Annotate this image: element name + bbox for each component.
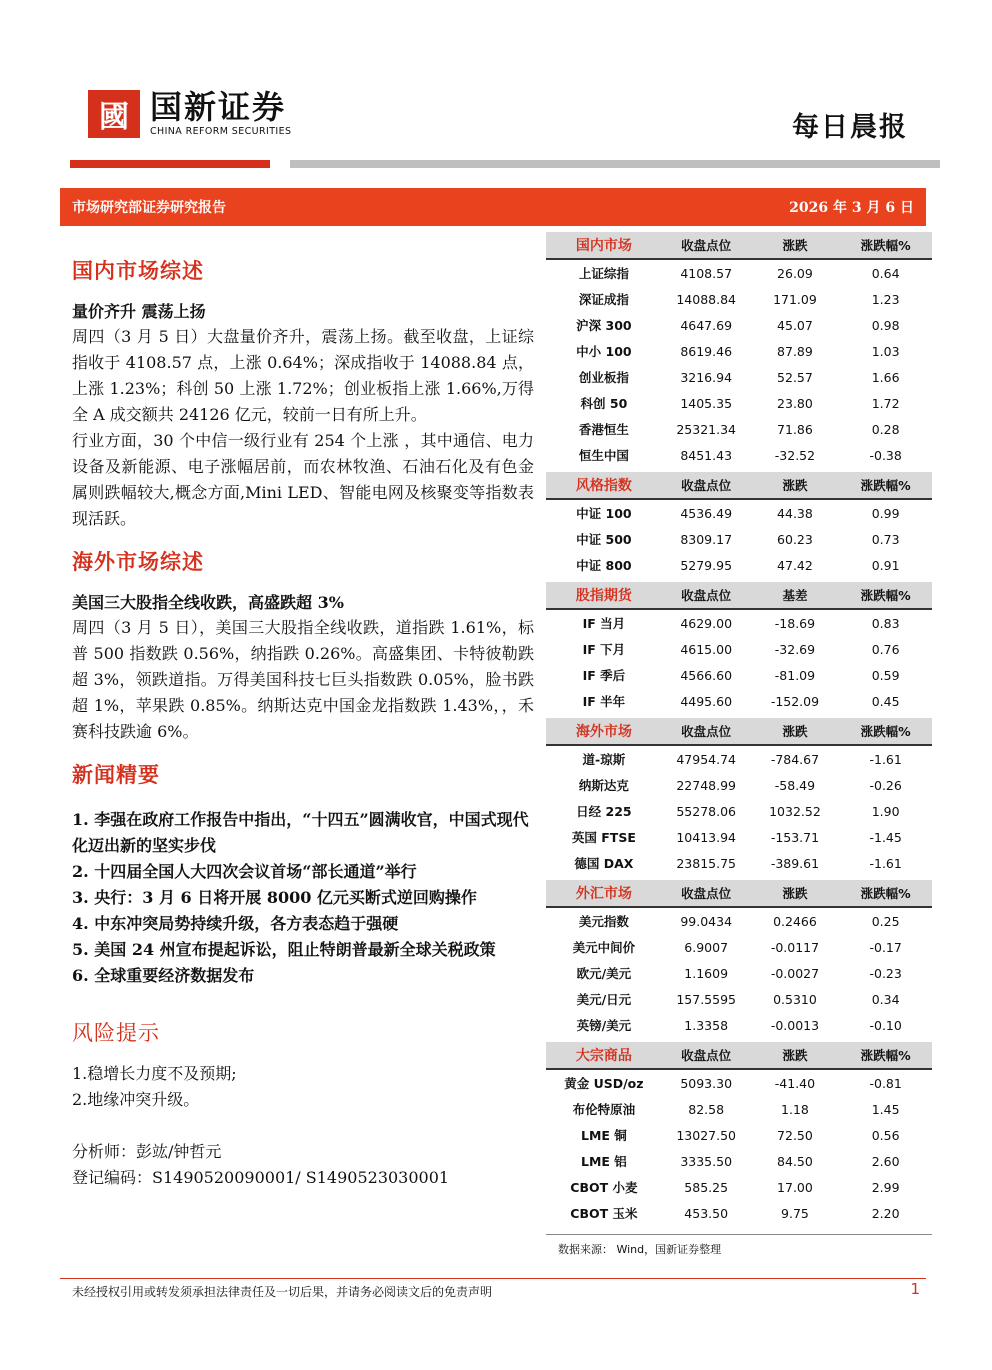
table-cell: 2.60 — [871, 1153, 900, 1169]
table-row — [546, 286, 932, 312]
index-name: 道-琼斯 — [582, 752, 626, 767]
table-cell: -0.0027 — [770, 965, 820, 981]
table-cell: 585.25 — [684, 1179, 729, 1195]
risk-item: 2.地缘冲突升级。 — [72, 1090, 200, 1109]
table-cell: 0.25 — [871, 913, 900, 929]
table-header-row — [546, 472, 932, 499]
table-cell: 8619.46 — [680, 343, 733, 359]
table-cell: 47954.74 — [676, 751, 736, 767]
index-name: IF 下月 — [582, 642, 626, 657]
table-cell: 171.09 — [773, 291, 817, 307]
table-cell: -1.61 — [869, 855, 902, 871]
table-cell: 9.75 — [781, 1205, 809, 1221]
table-row — [546, 1122, 932, 1148]
column-header: 收盘点位 — [662, 1042, 751, 1069]
index-name: IF 半年 — [582, 694, 626, 709]
table-row — [546, 312, 932, 338]
left-column — [72, 255, 534, 1191]
risk-item: 1.稳增长力度不及预期; — [72, 1064, 237, 1083]
table-cell: 10413.94 — [676, 829, 736, 845]
company-name-en: CHINA REFORM SECURITIES — [150, 126, 292, 137]
news-item: 2. 十四届全国人大四次会议首场“部长通道”举行 — [72, 862, 417, 881]
analyst-codes: 登记编码：S1490520090001/ S1490523030001 — [72, 1168, 450, 1187]
table-cell: 1.23 — [871, 291, 900, 307]
table-cell: 44.38 — [777, 505, 813, 521]
table-cell: 0.2466 — [773, 913, 817, 929]
table-row — [546, 986, 932, 1012]
table-cell: -0.23 — [869, 965, 902, 981]
table-row — [546, 1069, 932, 1096]
table-cell: 0.99 — [871, 505, 900, 521]
table-cell: 0.34 — [871, 991, 900, 1007]
column-header: 收盘点位 — [662, 582, 751, 609]
index-name: 深证成指 — [578, 292, 629, 307]
table-row — [546, 1200, 932, 1226]
index-name: 中小 100 — [576, 344, 632, 359]
table-cell: 1.72 — [871, 395, 900, 411]
table-cell: 0.5310 — [773, 991, 817, 1007]
table-row — [546, 934, 932, 960]
table-row — [546, 1096, 932, 1122]
index-name: 日经 225 — [576, 804, 632, 819]
index-name: 创业板指 — [578, 370, 629, 385]
table-cell: 8309.17 — [680, 531, 733, 547]
column-header: 涨跌 — [751, 880, 840, 907]
table-cell: -1.45 — [869, 829, 902, 845]
table-cell: -18.69 — [774, 615, 816, 631]
domestic-subtitle: 量价齐升 震荡上扬 — [72, 302, 206, 321]
table-category: 海外市场 — [546, 718, 662, 745]
column-header: 涨跌幅% — [839, 1042, 932, 1069]
index-name: CBOT 小麦 — [570, 1180, 638, 1195]
table-cell: -58.49 — [774, 777, 816, 793]
table-row — [546, 499, 932, 526]
index-name: 欧元/美元 — [576, 966, 632, 981]
table-cell: 4566.60 — [680, 667, 733, 683]
index-name: 美元指数 — [578, 914, 629, 929]
domestic-para-2: 行业方面，30 个中信一级行业有 254 个上涨 ，其中通信、电力设备及新能源、电子涨幅居前，而农林牧渔、石油石化及有色金属则跌幅较大,概念方面,Mini LED、智能电网及核聚变等指数表现活跃。 — [72, 431, 534, 528]
table-cell: 82.58 — [688, 1101, 725, 1117]
table-cell: 1.90 — [871, 803, 900, 819]
table-cell: 87.89 — [777, 343, 813, 359]
table-row — [546, 259, 932, 286]
index-name: 中证 100 — [576, 506, 632, 521]
table-cell: 55278.06 — [676, 803, 736, 819]
page-number: 1 — [910, 1280, 920, 1298]
table-row — [546, 1174, 932, 1200]
market-data-panel — [546, 232, 932, 1257]
table-cell: 3216.94 — [680, 369, 733, 385]
overseas-subtitle: 美国三大股指全线收跌，高盛跌超 3% — [72, 593, 344, 612]
table-cell: -784.67 — [770, 751, 820, 767]
news-item: 1. 李强在政府工作报告中指出，“十四五”圆满收官，中国式现代化迈出新的坚实步伐 — [72, 810, 529, 855]
column-header: 涨跌 — [751, 718, 840, 745]
index-name: LME 铝 — [581, 1154, 627, 1169]
table-cell: 26.09 — [777, 265, 813, 281]
table-cell: 0.73 — [871, 531, 900, 547]
table-row — [546, 960, 932, 986]
report-date: 2026 年 3 月 6 日 — [789, 200, 914, 216]
column-header: 收盘点位 — [662, 472, 751, 499]
table-row — [546, 662, 932, 688]
table-cell: 0.64 — [871, 265, 900, 281]
table-row — [546, 552, 932, 578]
column-header: 涨跌幅% — [839, 232, 932, 259]
table-cell: 6.9007 — [684, 939, 729, 955]
table-cell: 0.59 — [871, 667, 900, 683]
table-header-row — [546, 880, 932, 907]
column-header: 涨跌幅% — [839, 718, 932, 745]
index-name: CBOT 玉米 — [570, 1206, 638, 1221]
table-category: 外汇市场 — [546, 880, 662, 907]
column-header: 收盘点位 — [662, 880, 751, 907]
table-cell: 1.45 — [871, 1101, 900, 1117]
table-cell: 0.45 — [871, 693, 900, 709]
table-cell: 47.42 — [777, 557, 813, 573]
table-cell: 23.80 — [777, 395, 813, 411]
table-cell: 22748.99 — [676, 777, 736, 793]
table-category: 国内市场 — [546, 232, 662, 259]
table-cell: 4647.69 — [680, 317, 733, 333]
table-row — [546, 824, 932, 850]
index-name: 英国 FTSE — [571, 830, 636, 845]
report-header-band — [60, 188, 926, 226]
table-row — [546, 688, 932, 714]
market-table — [546, 232, 932, 1226]
index-name: 美元/日元 — [576, 992, 632, 1007]
table-header-row — [546, 718, 932, 745]
index-name: 科创 50 — [580, 396, 628, 411]
table-cell: 4615.00 — [680, 641, 733, 657]
table-cell: 84.50 — [777, 1153, 813, 1169]
table-row — [546, 798, 932, 824]
index-name: 纳斯达克 — [578, 778, 629, 793]
table-row — [546, 772, 932, 798]
table-header-row — [546, 582, 932, 609]
table-cell: 71.86 — [777, 421, 813, 437]
index-name: 香港恒生 — [578, 422, 629, 437]
brand — [150, 88, 291, 137]
data-source: 数据来源： Wind，国新证券整理 — [546, 1234, 932, 1257]
table-cell: 1.3358 — [684, 1017, 729, 1033]
table-cell: 1.03 — [871, 343, 900, 359]
column-header: 基差 — [751, 582, 840, 609]
table-row — [546, 338, 932, 364]
overseas-para: 周四（3 月 5 日），美国三大股指全线收跌，道指跌 1.61%，标普 500 指数跌 0.56%，纳指跌 0.26%。高盛集团、卡特彼勒跌超 3%，领跌道指。万得美国科技七巨头指数跌 0.05%，脸书跌超 1%，苹果跌 0.85%。纳斯达克中国金龙指数跌 1.43%，，禾赛科技跌逾 6%。 — [72, 618, 534, 741]
column-header: 涨跌 — [751, 232, 840, 259]
company-logo: 國 — [88, 90, 140, 138]
table-cell: 4495.60 — [680, 693, 733, 709]
table-category: 风格指数 — [546, 472, 662, 499]
index-name: LME 铜 — [581, 1128, 627, 1143]
table-cell: 0.83 — [871, 615, 900, 631]
table-cell: 5279.95 — [680, 557, 733, 573]
table-cell: 1.18 — [781, 1101, 809, 1117]
table-cell: 0.56 — [871, 1127, 900, 1143]
table-cell: -389.61 — [770, 855, 820, 871]
table-row — [546, 1012, 932, 1038]
table-row — [546, 609, 932, 636]
news-title: 新闻精要 — [72, 762, 160, 787]
column-header: 涨跌幅% — [839, 472, 932, 499]
index-name: 中证 800 — [576, 558, 632, 573]
table-cell: 453.50 — [684, 1205, 729, 1221]
table-cell: -0.0013 — [770, 1017, 820, 1033]
column-header: 涨跌 — [751, 1042, 840, 1069]
news-list — [72, 807, 534, 989]
index-name: 中证 500 — [576, 532, 632, 547]
table-cell: -81.09 — [774, 667, 816, 683]
news-item: 4. 中东冲突局势持续升级，各方表态趋于强硬 — [72, 914, 399, 933]
table-cell: 2.99 — [871, 1179, 900, 1195]
table-cell: 17.00 — [777, 1179, 813, 1195]
overseas-title: 海外市场综述 — [72, 549, 204, 574]
table-cell: -153.71 — [770, 829, 820, 845]
index-name: IF 季后 — [582, 668, 626, 683]
table-cell: 45.07 — [777, 317, 813, 333]
footer-rule — [60, 1278, 926, 1279]
table-cell: -41.40 — [774, 1075, 816, 1091]
table-row — [546, 364, 932, 390]
table-cell: 8451.43 — [680, 447, 733, 463]
table-cell: 1032.52 — [769, 803, 821, 819]
column-header: 涨跌幅% — [839, 582, 932, 609]
column-header: 收盘点位 — [662, 718, 751, 745]
table-cell: 72.50 — [777, 1127, 813, 1143]
table-header-row — [546, 232, 932, 259]
index-name: 德国 DAX — [574, 856, 634, 871]
table-cell: 13027.50 — [676, 1127, 736, 1143]
table-cell: 4536.49 — [680, 505, 733, 521]
table-cell: 99.0434 — [680, 913, 733, 929]
index-name: 恒生中国 — [578, 448, 629, 463]
table-cell: 1.66 — [871, 369, 900, 385]
table-row — [546, 636, 932, 662]
table-cell: 0.76 — [871, 641, 900, 657]
table-cell: 4108.57 — [680, 265, 733, 281]
table-category: 大宗商品 — [546, 1042, 662, 1069]
table-row — [546, 442, 932, 468]
footer-disclaimer: 未经授权引用或转发须承担法律责任及一切后果，并请务必阅读文后的免责声明 — [72, 1285, 493, 1299]
table-category: 股指期货 — [546, 582, 662, 609]
column-header: 涨跌 — [751, 472, 840, 499]
table-cell: -0.0117 — [770, 939, 820, 955]
index-name: 布伦特原油 — [572, 1102, 636, 1117]
table-cell: 2.20 — [871, 1205, 900, 1221]
table-cell: 0.91 — [871, 557, 900, 573]
table-cell: -0.17 — [869, 939, 902, 955]
dept-label: 市场研究部证券研究报告 — [72, 200, 226, 216]
table-cell: -0.81 — [869, 1075, 902, 1091]
accent-bar-gray — [290, 160, 940, 168]
risk-title: 风险提示 — [72, 1021, 160, 1045]
index-name: 上证综指 — [578, 266, 629, 281]
table-cell: 52.57 — [777, 369, 813, 385]
table-cell: 4629.00 — [680, 615, 733, 631]
table-header-row — [546, 1042, 932, 1069]
domestic-para-1: 周四（3 月 5 日）大盘量价齐升，震荡上扬。截至收盘，上证综指收于 4108.57 点，上涨 0.64%；深成指收于 14088.84 点，上涨 1.23%；科创 50 上涨 1.72%；创业板指上涨 1.66%,万得全 A 成交额共 24126 亿元，较前一日有所上升。 — [72, 327, 534, 424]
news-item: 3. 央行：3 月 6 日将开展 8000 亿元买断式逆回购操作 — [72, 888, 477, 907]
table-cell: 25321.34 — [676, 421, 736, 437]
column-header: 涨跌幅% — [839, 880, 932, 907]
table-cell: 1405.35 — [680, 395, 733, 411]
table-row — [546, 1148, 932, 1174]
index-name: 美元中间价 — [572, 940, 636, 955]
table-cell: -32.52 — [774, 447, 816, 463]
index-name: 英镑/美元 — [576, 1018, 632, 1033]
table-cell: -0.38 — [869, 447, 902, 463]
table-cell: -0.10 — [869, 1017, 902, 1033]
table-cell: 157.5595 — [676, 991, 736, 1007]
table-cell: 60.23 — [777, 531, 813, 547]
news-item: 5. 美国 24 州宣布提起诉讼，阻止特朗普最新全球关税政策 — [72, 940, 496, 959]
table-cell: 23815.75 — [676, 855, 736, 871]
table-row — [546, 907, 932, 934]
analyst-names: 分析师：彭竑/钟哲元 — [72, 1142, 222, 1161]
table-cell: 0.98 — [871, 317, 900, 333]
table-row — [546, 416, 932, 442]
column-header: 收盘点位 — [662, 232, 751, 259]
doc-title: 每日晨报 — [792, 112, 908, 143]
table-cell: -0.26 — [869, 777, 902, 793]
domestic-title: 国内市场综述 — [72, 258, 204, 283]
table-cell: -32.69 — [774, 641, 816, 657]
table-row — [546, 745, 932, 772]
table-cell: 5093.30 — [680, 1075, 733, 1091]
table-row — [546, 526, 932, 552]
index-name: 沪深 300 — [576, 318, 632, 333]
company-name-cn: 国新证券 — [150, 88, 287, 126]
table-cell: 3335.50 — [680, 1153, 733, 1169]
table-row — [546, 390, 932, 416]
table-cell: -152.09 — [770, 693, 820, 709]
news-item: 6. 全球重要经济数据发布 — [72, 966, 255, 985]
table-cell: 1.1609 — [684, 965, 729, 981]
index-name: 黄金 USD/oz — [564, 1076, 644, 1091]
table-row — [546, 850, 932, 876]
table-cell: -1.61 — [869, 751, 902, 767]
table-cell: 0.28 — [871, 421, 900, 437]
index-name: IF 当月 — [582, 616, 626, 631]
accent-bar-red — [70, 160, 270, 168]
table-cell: 14088.84 — [676, 291, 736, 307]
